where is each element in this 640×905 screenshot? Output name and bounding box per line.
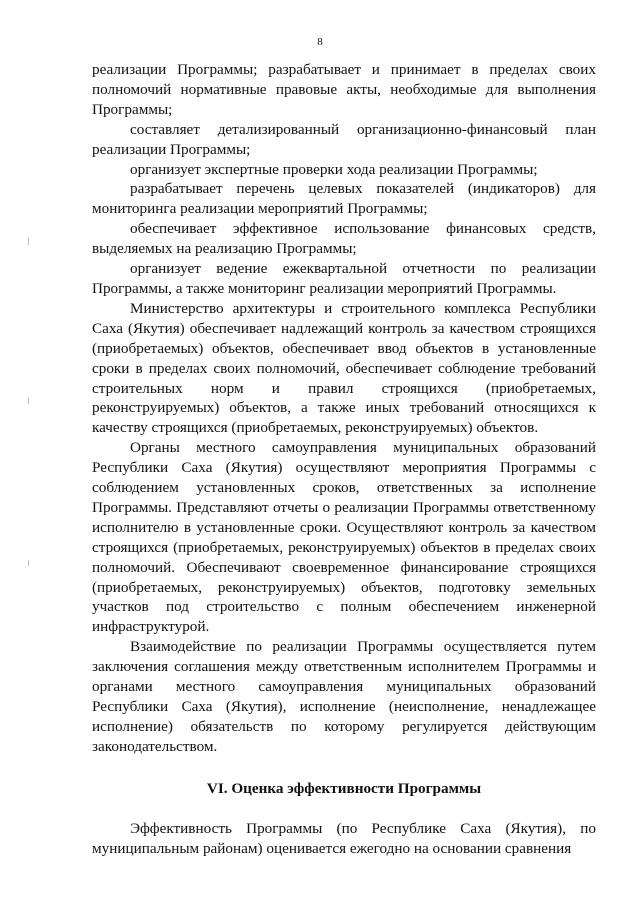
paragraph-expert-checks: организует экспертные проверки хода реализации Программы; <box>130 160 538 178</box>
paragraph-local-government: Органы местного самоуправления муниципальных образований Республики Саха (Якутия) осуществляют мероприятия Программы с соблюдением установленных сроков, ответственных за исполнение Программы. Представляют отчеты о реализации Программы ответственному исполнителю в установленные сроки. Осуществляют контроль за качеством строящихся (приобретаемых, реконструируемых) объектов в пределах своих полномочий. Обеспечивают своевременное финансирование строящихся (приобретаемых, реконструируемых) объектов, подготовку земельных участков под строительство с полным обеспечением инженерной инфраструктурой. <box>92 439 596 636</box>
scan-mark <box>28 238 29 245</box>
scan-mark <box>28 398 29 404</box>
paragraph-plan: составляет детализированный организационно-финансовый план реализации Программы; <box>92 120 596 158</box>
page-number: 8 <box>317 36 323 48</box>
paragraph-ministry: Министерство архитектуры и строительного комплекса Республики Саха (Якутия) обеспечивает надлежащий контроль за качеством строящихся (приобретаемых) объектов, обеспечивает ввод объектов в установленные сроки в пределах своих полномочий, обеспечивает соблюдение требований строительных норм и правил строящихся (приобретаемых, реконструируемых) объектов, а также иных требований относящихся к качеству строящихся (приобретаемых, реконструируемых) объектов. <box>92 299 596 437</box>
paragraph-reporting: организует ведение ежеквартальной отчетности по реализации Программы, а также мониторинг реализации мероприятий Программы. <box>92 260 596 297</box>
paragraph-funds: обеспечивает эффективное использование финансовых средств, выделяемых на реализацию Программы; <box>92 220 596 258</box>
paragraph-interaction: Взаимодействие по реализации Программы осуществляется путем заключения соглашения между ответственным исполнителем Программы и органами местного самоуправления муниципальных образований Республики Саха (Якутия), исполнение (неисполнение, ненадлежащее исполнение) обязательств по которому регулируется действующим законодательством. <box>92 638 596 755</box>
paragraph-effectiveness: Эффективность Программы (по Республике Саха (Якутия), по муниципальным районам) оценивается ежегодно на основании сравнения <box>92 819 596 857</box>
section-title: VI. Оценка эффективности Программы <box>206 779 482 797</box>
paragraph-continuation: реализации Программы; разрабатывает и принимает в пределах своих полномочий нормативные правовые акты, необходимые для выполнения Программы; <box>92 61 596 118</box>
document-body <box>92 60 596 858</box>
scan-mark <box>28 560 29 566</box>
paragraph-indicators: разрабатывает перечень целевых показателей (индикаторов) для мониторинга реализации мероприятий Программы; <box>92 180 596 218</box>
